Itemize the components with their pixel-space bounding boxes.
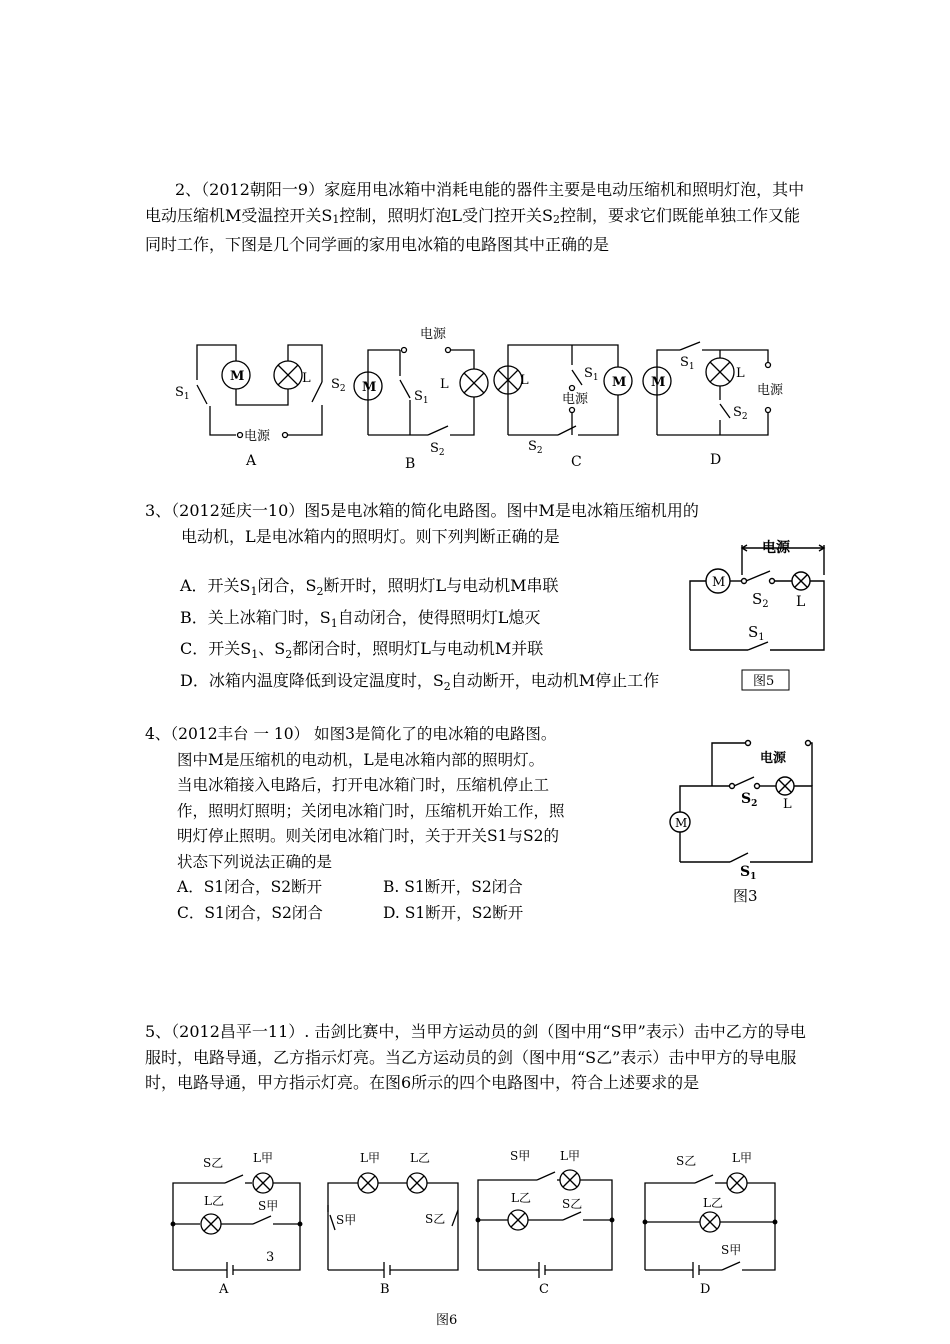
fig3-m: M bbox=[675, 816, 688, 830]
fig5-s1: $S_1$ bbox=[748, 623, 765, 643]
svg-text:C: C bbox=[539, 1282, 549, 1297]
q4-line5: 明灯停止照明。则关闭电冰箱门时，关于开关S1与S2的 bbox=[177, 827, 559, 845]
svg-text:L甲: L甲 bbox=[253, 1151, 273, 1165]
svg-text:L乙: L乙 bbox=[511, 1191, 531, 1205]
b-l: L bbox=[440, 377, 449, 392]
svg-text:L甲: L甲 bbox=[560, 1149, 580, 1163]
b-s2: $S_2$ bbox=[430, 441, 445, 458]
fig3-s1: $S_1$ bbox=[740, 864, 757, 882]
q4-option-a: A．S1闭合，S2断开 bbox=[177, 878, 323, 896]
svg-text:S甲: S甲 bbox=[258, 1199, 279, 1213]
svg-text:S乙: S乙 bbox=[676, 1154, 697, 1168]
d-power: 电源 bbox=[757, 383, 784, 398]
q3-option-c: C．开关$S_1$、$S_2$都闭合时，照明灯L与电动机M并联 bbox=[180, 639, 544, 662]
fig3-power: 电源 bbox=[760, 751, 787, 766]
c-s2: $S_2$ bbox=[528, 439, 543, 456]
svg-text:D: D bbox=[700, 1282, 711, 1297]
c-l: L bbox=[520, 373, 529, 388]
svg-text:L乙: L乙 bbox=[703, 1196, 723, 1210]
q4-line2: 图中M是压缩机的电动机，L是电冰箱内部的照明灯。 bbox=[177, 750, 545, 769]
svg-text:S甲: S甲 bbox=[721, 1243, 742, 1257]
a-label: A bbox=[246, 453, 257, 469]
svg-text:A: A bbox=[219, 1282, 229, 1297]
svg-text:S乙: S乙 bbox=[425, 1212, 446, 1226]
d-m: M bbox=[651, 375, 666, 390]
q3-option-a: A．开关$S_1$闭合，$S_2$断开时，照明灯L与电动机M串联 bbox=[180, 576, 559, 599]
fig5-m: M bbox=[712, 575, 726, 590]
a-l: L bbox=[302, 371, 311, 386]
svg-text:L甲: L甲 bbox=[732, 1151, 752, 1165]
b-s1: $S_1$ bbox=[414, 389, 429, 406]
c-power: 电源 bbox=[562, 392, 589, 407]
q3-option-d: D．冰箱内温度降低到设定温度时，$S_2$自动断开，电动机M停止工作 bbox=[180, 671, 660, 694]
q4-line4: 作，照明灯照明；关闭电冰箱门时，压缩机开始工作，照 bbox=[177, 801, 565, 820]
q3-line2: 电动机，L是电冰箱内的照明灯。则下列判断正确的是 bbox=[181, 526, 560, 546]
b-label: B bbox=[405, 456, 416, 472]
fig5-caption: 图5 bbox=[753, 674, 775, 689]
fig5-s2: $S_2$ bbox=[752, 590, 769, 610]
svg-text:S甲: S甲 bbox=[336, 1213, 357, 1227]
q4-option-b: B. S1断开，S2闭合 bbox=[383, 878, 523, 896]
question-2-text: 2、（2012朝阳一9）家庭用电冰箱中消耗电能的器件主要是电动压缩机和照明灯泡，其中电动压缩机M受温控开关$S_1$控制，照明灯泡L受门控开关$S_2$控制，要求它们既能单独工作又能同时工作，下图是几个同学画的家用电冰箱的电路图其中正确的是 bbox=[145, 180, 805, 254]
a-power: 电源 bbox=[244, 429, 271, 444]
fig3-l: L bbox=[783, 797, 792, 812]
question-5-text: 5、（2012昌平一11）. 击剑比赛中，当甲方运动员的剑（图中用“S甲”表示）击中乙方的导电服时，电路导通，乙方指示灯亮。当乙方运动员的剑（图中用“S乙”表示）击中甲方的导电服时，电路导通，甲方指示灯亮。在图6所示的四个电路图中，符合上述要求的是 bbox=[145, 1022, 806, 1092]
q3-option-b: B．关上冰箱门时，$S_1$自动闭合，使得照明灯L熄灭 bbox=[180, 607, 541, 630]
svg-text:图6: 图6 bbox=[436, 1313, 458, 1328]
svg-text:L乙: L乙 bbox=[204, 1194, 224, 1208]
a-s2: $S_2$ bbox=[331, 377, 346, 394]
svg-text:S甲: S甲 bbox=[510, 1149, 531, 1163]
svg-text:B: B bbox=[380, 1282, 390, 1297]
svg-text:S乙: S乙 bbox=[562, 1197, 583, 1211]
a-m: M bbox=[230, 369, 245, 384]
b-power: 电源 bbox=[420, 327, 447, 342]
b-m: M bbox=[362, 380, 377, 395]
q3-line1: 3、（2012延庆一10）图5是电冰箱的简化电路图。图中M是电冰箱压缩机用的 bbox=[145, 501, 699, 520]
fig6-c bbox=[476, 1170, 614, 1278]
d-s2: $S_2$ bbox=[733, 405, 748, 422]
fig3-caption: 图3 bbox=[733, 887, 758, 905]
svg-text:L甲: L甲 bbox=[360, 1151, 380, 1165]
fig3-s2: $S_2$ bbox=[741, 791, 758, 809]
svg-text:L乙: L乙 bbox=[410, 1151, 430, 1165]
fig5-power: 电源 bbox=[762, 540, 790, 556]
q4-option-d: D. S1断开，S2断开 bbox=[383, 903, 524, 922]
q4-line1: 4、（2012丰台 一 10） 如图3是简化了的电冰箱的电路图。 bbox=[145, 725, 557, 743]
svg-text:3: 3 bbox=[266, 1250, 275, 1265]
fig5-l: L bbox=[796, 594, 806, 610]
q4-line3: 当电冰箱接入电路后，打开电冰箱门时，压缩机停止工 bbox=[177, 776, 550, 794]
c-label: C bbox=[571, 454, 582, 470]
q4-option-c: C．S1闭合，S2闭合 bbox=[177, 903, 323, 922]
d-l: L bbox=[736, 366, 745, 381]
d-label: D bbox=[710, 452, 722, 468]
svg-text:S乙: S乙 bbox=[203, 1156, 224, 1170]
fig6-d bbox=[643, 1173, 777, 1278]
c-s1: $S_1$ bbox=[584, 366, 599, 383]
a-s1: $S_1$ bbox=[175, 385, 190, 402]
d-s1: $S_1$ bbox=[680, 355, 695, 372]
c-m: M bbox=[612, 375, 627, 390]
q4-line6: 状态下列说法正确的是 bbox=[177, 852, 333, 871]
fig6-a bbox=[171, 1173, 302, 1278]
